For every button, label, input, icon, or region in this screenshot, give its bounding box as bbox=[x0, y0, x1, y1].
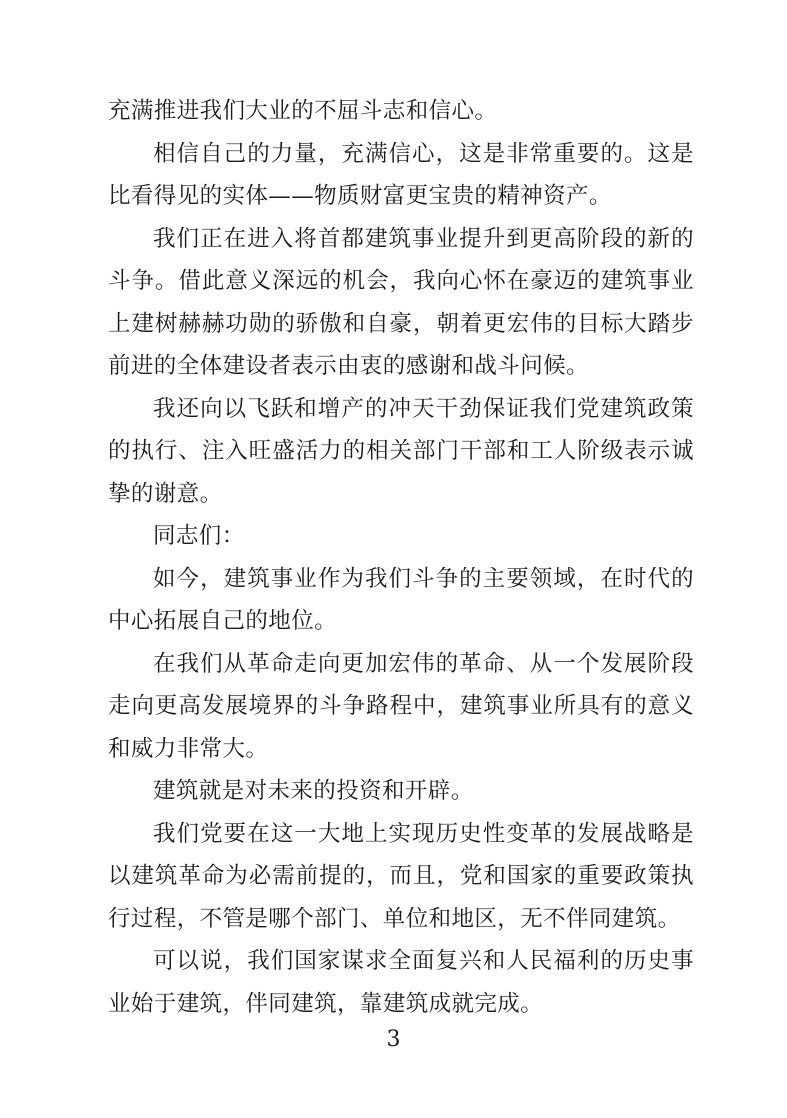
paragraph: 同志们： bbox=[153, 523, 245, 549]
paragraph: 如今，建筑事业作为我们斗争的主要领域，在时代的中心拓展自己的地位。 bbox=[108, 565, 694, 634]
paragraph: 在我们从革命走向更加宏伟的革命、从一个发展阶段走向更高发展境界的斗争路程中，建筑事业所具有的意义和威力非常大。 bbox=[108, 650, 694, 762]
paragraph: 充满推进我们大业的不屈斗志和信心。 bbox=[108, 98, 498, 124]
paragraph: 我们党要在这一大地上实现历史性变革的发展战略是以建筑革命为必需前提的，而且，党和国家的重要政策执行过程，不管是哪个部门、单位和地区，无不伴同建筑。 bbox=[108, 820, 694, 932]
paragraph: 我还向以飞跃和增产的冲天干劲保证我们党建筑政策的执行、注入旺盛活力的相关部门干部和工人阶级表示诚挚的谢意。 bbox=[108, 395, 694, 507]
paragraph: 可以说，我们国家谋求全面复兴和人民福利的历史事业始于建筑，伴同建筑，靠建筑成就完成。 bbox=[108, 948, 694, 1017]
page-number: 3 bbox=[386, 1027, 401, 1052]
paragraph: 相信自己的力量，充满信心，这是非常重要的。这是比看得见的实体——物质财富更宝贵的精神资产。 bbox=[108, 140, 694, 209]
paragraph: 我们正在进入将首都建筑事业提升到更高阶段的新的斗争。借此意义深远的机会，我向心怀在豪迈的建筑事业上建树赫赫功勋的骄傲和自豪，朝着更宏伟的目标大踏步前进的全体建设者表示由衷的感谢和战斗问候。 bbox=[108, 225, 694, 379]
body-text bbox=[108, 90, 694, 1025]
paragraph: 建筑就是对未来的投资和开辟。 bbox=[153, 778, 474, 804]
